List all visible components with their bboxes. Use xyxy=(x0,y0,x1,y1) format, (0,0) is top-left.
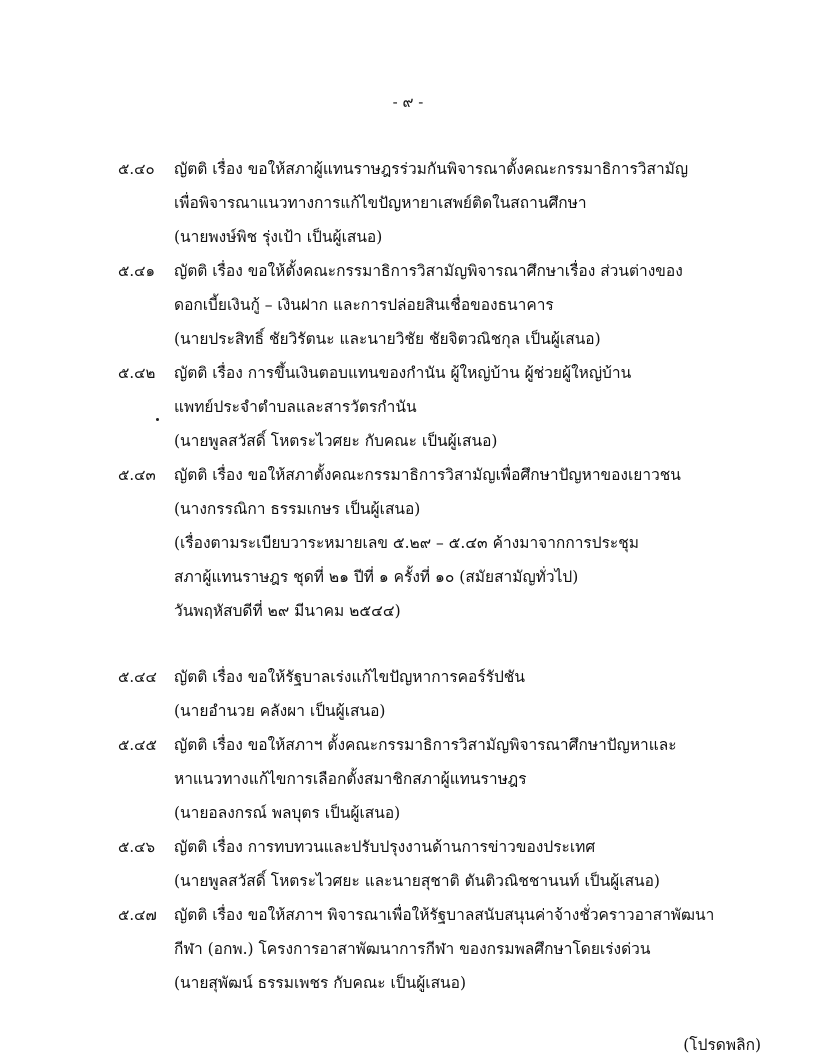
agenda-item-text xyxy=(174,356,804,458)
agenda-item-text xyxy=(174,728,804,830)
agenda-item-number: ๕.๔๕ xyxy=(118,736,157,754)
section-gap xyxy=(0,628,816,660)
agenda-group xyxy=(0,660,816,1000)
agenda-item-number: ๕.๔๔ xyxy=(118,668,157,686)
agenda-item-line: ญัตติ เรื่อง ขอให้สภาฯ ตั้งคณะกรรมาธิการวิสามัญพิจารณาศึกษาปัญหาและ xyxy=(174,736,677,754)
agenda-group xyxy=(0,152,816,628)
agenda-item-text xyxy=(174,152,804,254)
scan-speck xyxy=(156,418,159,421)
agenda-item-line: ญัตติ เรื่อง ขอให้รัฐบาลเร่งแก้ไขปัญหาการคอร์รัปชัน xyxy=(174,668,525,686)
agenda-item-line: (นายสุพัฒน์ ธรรมเพชร กับคณะ เป็นผู้เสนอ) xyxy=(174,974,466,992)
agenda-item-line: (เรื่องตามระเบียบวาระหมายเลข ๕.๒๙ – ๕.๔๓ ค้างมาจากการประชุม xyxy=(174,534,639,552)
agenda-item-line: (นายพูลสวัสดิ์ โหตระไวศยะ และนายสุชาติ ตันติวณิชชานนท์ เป็นผู้เสนอ) xyxy=(174,872,660,890)
agenda-item-line: (นายอลงกรณ์ พลบุตร เป็นผู้เสนอ) xyxy=(174,804,401,822)
agenda-item xyxy=(0,728,816,830)
agenda-item-line: (นายพูลสวัสดิ์ โหตระไวศยะ กับคณะ เป็นผู้เสนอ) xyxy=(174,432,498,450)
agenda-item xyxy=(0,830,816,898)
agenda-item xyxy=(0,254,816,356)
agenda-list xyxy=(0,152,816,1000)
agenda-item xyxy=(0,458,816,628)
agenda-item-line: (นางกรรณิกา ธรรมเกษร เป็นผู้เสนอ) xyxy=(174,500,421,518)
page-number: - ๙ - xyxy=(392,93,424,111)
agenda-item-line: ดอกเบี้ยเงินกู้ – เงินฝาก และการปล่อยสินเชื่อของธนาคาร xyxy=(174,296,554,314)
agenda-item xyxy=(0,356,816,458)
agenda-item-line: (นายพงษ์พิช รุ่งเป้า เป็นผู้เสนอ) xyxy=(174,228,383,246)
turn-over-note: (โปรดพลิก) xyxy=(683,1036,761,1054)
agenda-item-line: ญัตติ เรื่อง ขอให้สภาฯ พิจารณาเพื่อให้รัฐบาลสนับสนุนค่าจ้างชั่วคราวอาสาพัฒนา xyxy=(174,906,715,924)
agenda-item-text xyxy=(174,254,804,356)
agenda-item xyxy=(0,152,816,254)
agenda-item xyxy=(0,898,816,1000)
agenda-item-line: ญัตติ เรื่อง ขอให้สภาตั้งคณะกรรมาธิการวิสามัญเพื่อศึกษาปัญหาของเยาวชน xyxy=(174,466,681,484)
agenda-item-number: ๕.๔๐ xyxy=(118,160,155,178)
agenda-item-text xyxy=(174,830,804,898)
agenda-item-line: ญัตติ เรื่อง ขอให้ตั้งคณะกรรมาธิการวิสามัญพิจารณาศึกษาเรื่อง ส่วนต่างของ xyxy=(174,262,683,280)
agenda-item-line: กีฬา (อกพ.) โครงการอาสาพัฒนาการกีฬา ของกรมพลศึกษาโดยเร่งด่วน xyxy=(174,940,651,958)
agenda-item-line: วันพฤหัสบดีที่ ๒๙ มีนาคม ๒๕๔๔) xyxy=(174,602,401,620)
agenda-item-line: สภาผู้แทนราษฎร ชุดที่ ๒๑ ปีที่ ๑ ครั้งที่ ๑๐ (สมัยสามัญทั่วไป) xyxy=(174,568,579,586)
agenda-item-number: ๕.๔๖ xyxy=(118,838,155,856)
agenda-item-number: ๕.๔๗ xyxy=(118,906,157,924)
agenda-item-number: ๕.๔๒ xyxy=(118,364,156,382)
agenda-item-line: ญัตติ เรื่อง ขอให้สภาผู้แทนราษฎรร่วมกันพิจารณาตั้งคณะกรรมาธิการวิสามัญ xyxy=(174,160,689,178)
agenda-item-line: แพทย์ประจำตำบลและสารวัตรกำนัน xyxy=(174,398,417,416)
agenda-item-line: หาแนวทางแก้ไขการเลือกตั้งสมาชิกสภาผู้แทนราษฎร xyxy=(174,770,527,788)
agenda-item-line: ญัตติ เรื่อง การขึ้นเงินตอบแทนของกำนัน ผู้ใหญ่บ้าน ผู้ช่วยผู้ใหญ่บ้าน xyxy=(174,364,632,382)
agenda-item-line: (นายอำนวย คลังผา เป็นผู้เสนอ) xyxy=(174,702,386,720)
agenda-item-line: ญัตติ เรื่อง การทบทวนและปรับปรุงงานด้านการข่าวของประเทศ xyxy=(174,838,596,856)
agenda-item-text xyxy=(174,458,804,628)
agenda-item-text xyxy=(174,898,804,1000)
agenda-item-number: ๕.๔๑ xyxy=(118,262,155,280)
agenda-item-text xyxy=(174,660,804,728)
agenda-item-number: ๕.๔๓ xyxy=(118,466,156,484)
agenda-item xyxy=(0,660,816,728)
agenda-item-line: เพื่อพิจารณาแนวทางการแก้ไขปัญหายาเสพย์ติดในสถานศึกษา xyxy=(174,194,587,212)
agenda-item-line: (นายประสิทธิ์ ชัยวิรัตนะ และนายวิชัย ชัยจิตวณิชกุล เป็นผู้เสนอ) xyxy=(174,330,601,348)
